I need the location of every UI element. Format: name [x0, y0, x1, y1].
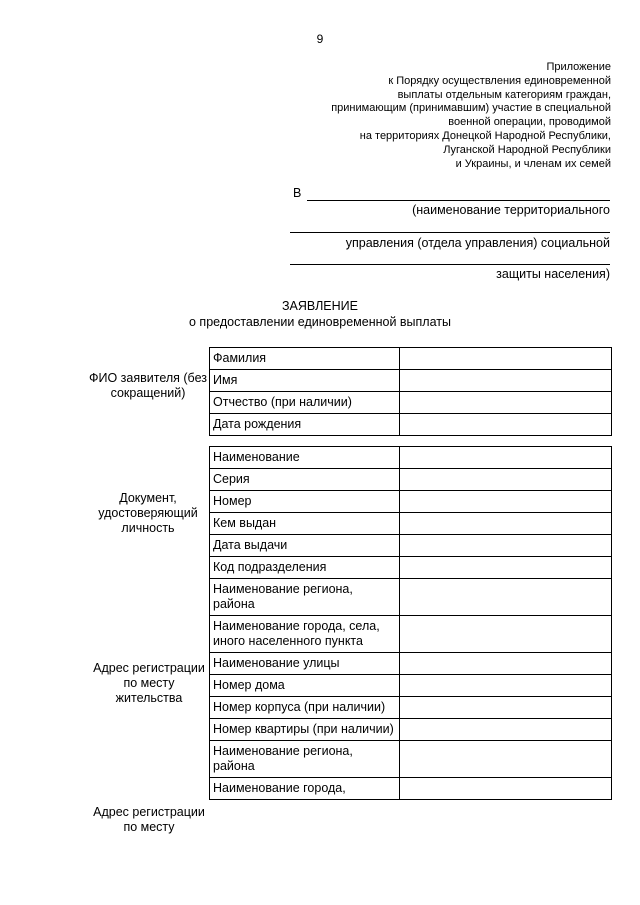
field-value[interactable]: [400, 370, 612, 392]
addressee-caption-2: управления (отдела управления) социальной: [345, 236, 610, 250]
field-label: Наименование региона, района: [210, 579, 400, 616]
table-row: [210, 392, 612, 414]
field-label: Наименование города, села, иного населенного пункта: [210, 616, 400, 653]
field-label: Номер квартиры (при наличии): [210, 719, 400, 741]
field-value[interactable]: [400, 447, 612, 469]
document-address-table: [209, 446, 612, 800]
field-label: Номер: [210, 491, 400, 513]
field-label: Кем выдан: [210, 513, 400, 535]
addressee-caption-3: защиты населения): [496, 267, 610, 281]
table-row: [210, 579, 612, 616]
field-value[interactable]: [400, 469, 612, 491]
table-row: [210, 741, 612, 778]
table-row: [210, 447, 612, 469]
addressee-field-2[interactable]: [290, 232, 610, 233]
addressee-prefix: В: [293, 186, 302, 200]
field-value[interactable]: [400, 675, 612, 697]
table-row: [210, 719, 612, 741]
field-label: Номер корпуса (при наличии): [210, 697, 400, 719]
table-row: [210, 469, 612, 491]
title-subheading: о предоставлении единовременной выплаты: [189, 315, 451, 329]
field-label: Фамилия: [210, 348, 400, 370]
field-label: Дата рождения: [210, 414, 400, 436]
field-label: Имя: [210, 370, 400, 392]
title-heading: ЗАЯВЛЕНИЕ: [281, 299, 358, 313]
field-label: Дата выдачи: [210, 535, 400, 557]
table-row: [210, 778, 612, 800]
table-row: [210, 535, 612, 557]
appendix-line: военной операции, проводимой: [448, 116, 611, 129]
field-value[interactable]: [400, 513, 612, 535]
field-label: Наименование улицы: [210, 653, 400, 675]
appendix-line: и Украины, и членам их семей: [455, 157, 611, 170]
field-label: Отчество (при наличии): [210, 392, 400, 414]
field-value[interactable]: [400, 414, 612, 436]
field-value[interactable]: [400, 616, 612, 653]
field-label: Код подразделения: [210, 557, 400, 579]
field-value[interactable]: [400, 557, 612, 579]
addressee-field-1[interactable]: [307, 200, 610, 201]
field-label: Наименование региона, района: [210, 741, 400, 778]
appendix-line: принимающим (принимавшим) участие в специальной: [331, 102, 611, 115]
table-row: [210, 697, 612, 719]
table-row: [210, 491, 612, 513]
appendix-line: выплаты отдельным категориям граждан,: [397, 88, 611, 101]
table-row: [210, 616, 612, 653]
field-label: Серия: [210, 469, 400, 491]
appendix-line: на территориях Донецкой Народной Республики,: [359, 129, 611, 142]
field-value[interactable]: [400, 348, 612, 370]
group-label-address-stay: Адрес регистрации по месту: [93, 805, 205, 834]
field-value[interactable]: [400, 697, 612, 719]
table-row: [210, 653, 612, 675]
field-value[interactable]: [400, 392, 612, 414]
addressee-block: [290, 186, 610, 286]
table-row: [210, 348, 612, 370]
table-row: [210, 557, 612, 579]
field-label: Номер дома: [210, 675, 400, 697]
field-value[interactable]: [400, 579, 612, 616]
appendix-line: к Порядку осуществления единовременной: [388, 74, 611, 87]
group-label-address-residence: Адрес регистрации по месту жительства: [93, 661, 205, 705]
page-number: 9: [316, 32, 324, 46]
addressee-field-3[interactable]: [290, 264, 610, 265]
table-row: [210, 414, 612, 436]
group-label-document: Документ, удостоверяющий личность: [98, 491, 198, 535]
field-value[interactable]: [400, 741, 612, 778]
table-row: [210, 370, 612, 392]
field-label: Наименование: [210, 447, 400, 469]
field-value[interactable]: [400, 778, 612, 800]
field-value[interactable]: [400, 535, 612, 557]
appendix-line: Приложение: [546, 61, 611, 73]
document-title: [0, 298, 640, 330]
field-value[interactable]: [400, 653, 612, 675]
group-label-fio: ФИО заявителя (без сокращений): [88, 371, 207, 400]
appendix-block: [331, 61, 611, 171]
field-value[interactable]: [400, 491, 612, 513]
field-value[interactable]: [400, 719, 612, 741]
table-row: [210, 675, 612, 697]
appendix-line: Луганской Народной Республики: [443, 143, 611, 156]
applicant-table: [209, 347, 612, 436]
field-label: Наименование города,: [210, 778, 400, 800]
addressee-caption-1: (наименование территориального: [412, 203, 610, 217]
table-row: [210, 513, 612, 535]
